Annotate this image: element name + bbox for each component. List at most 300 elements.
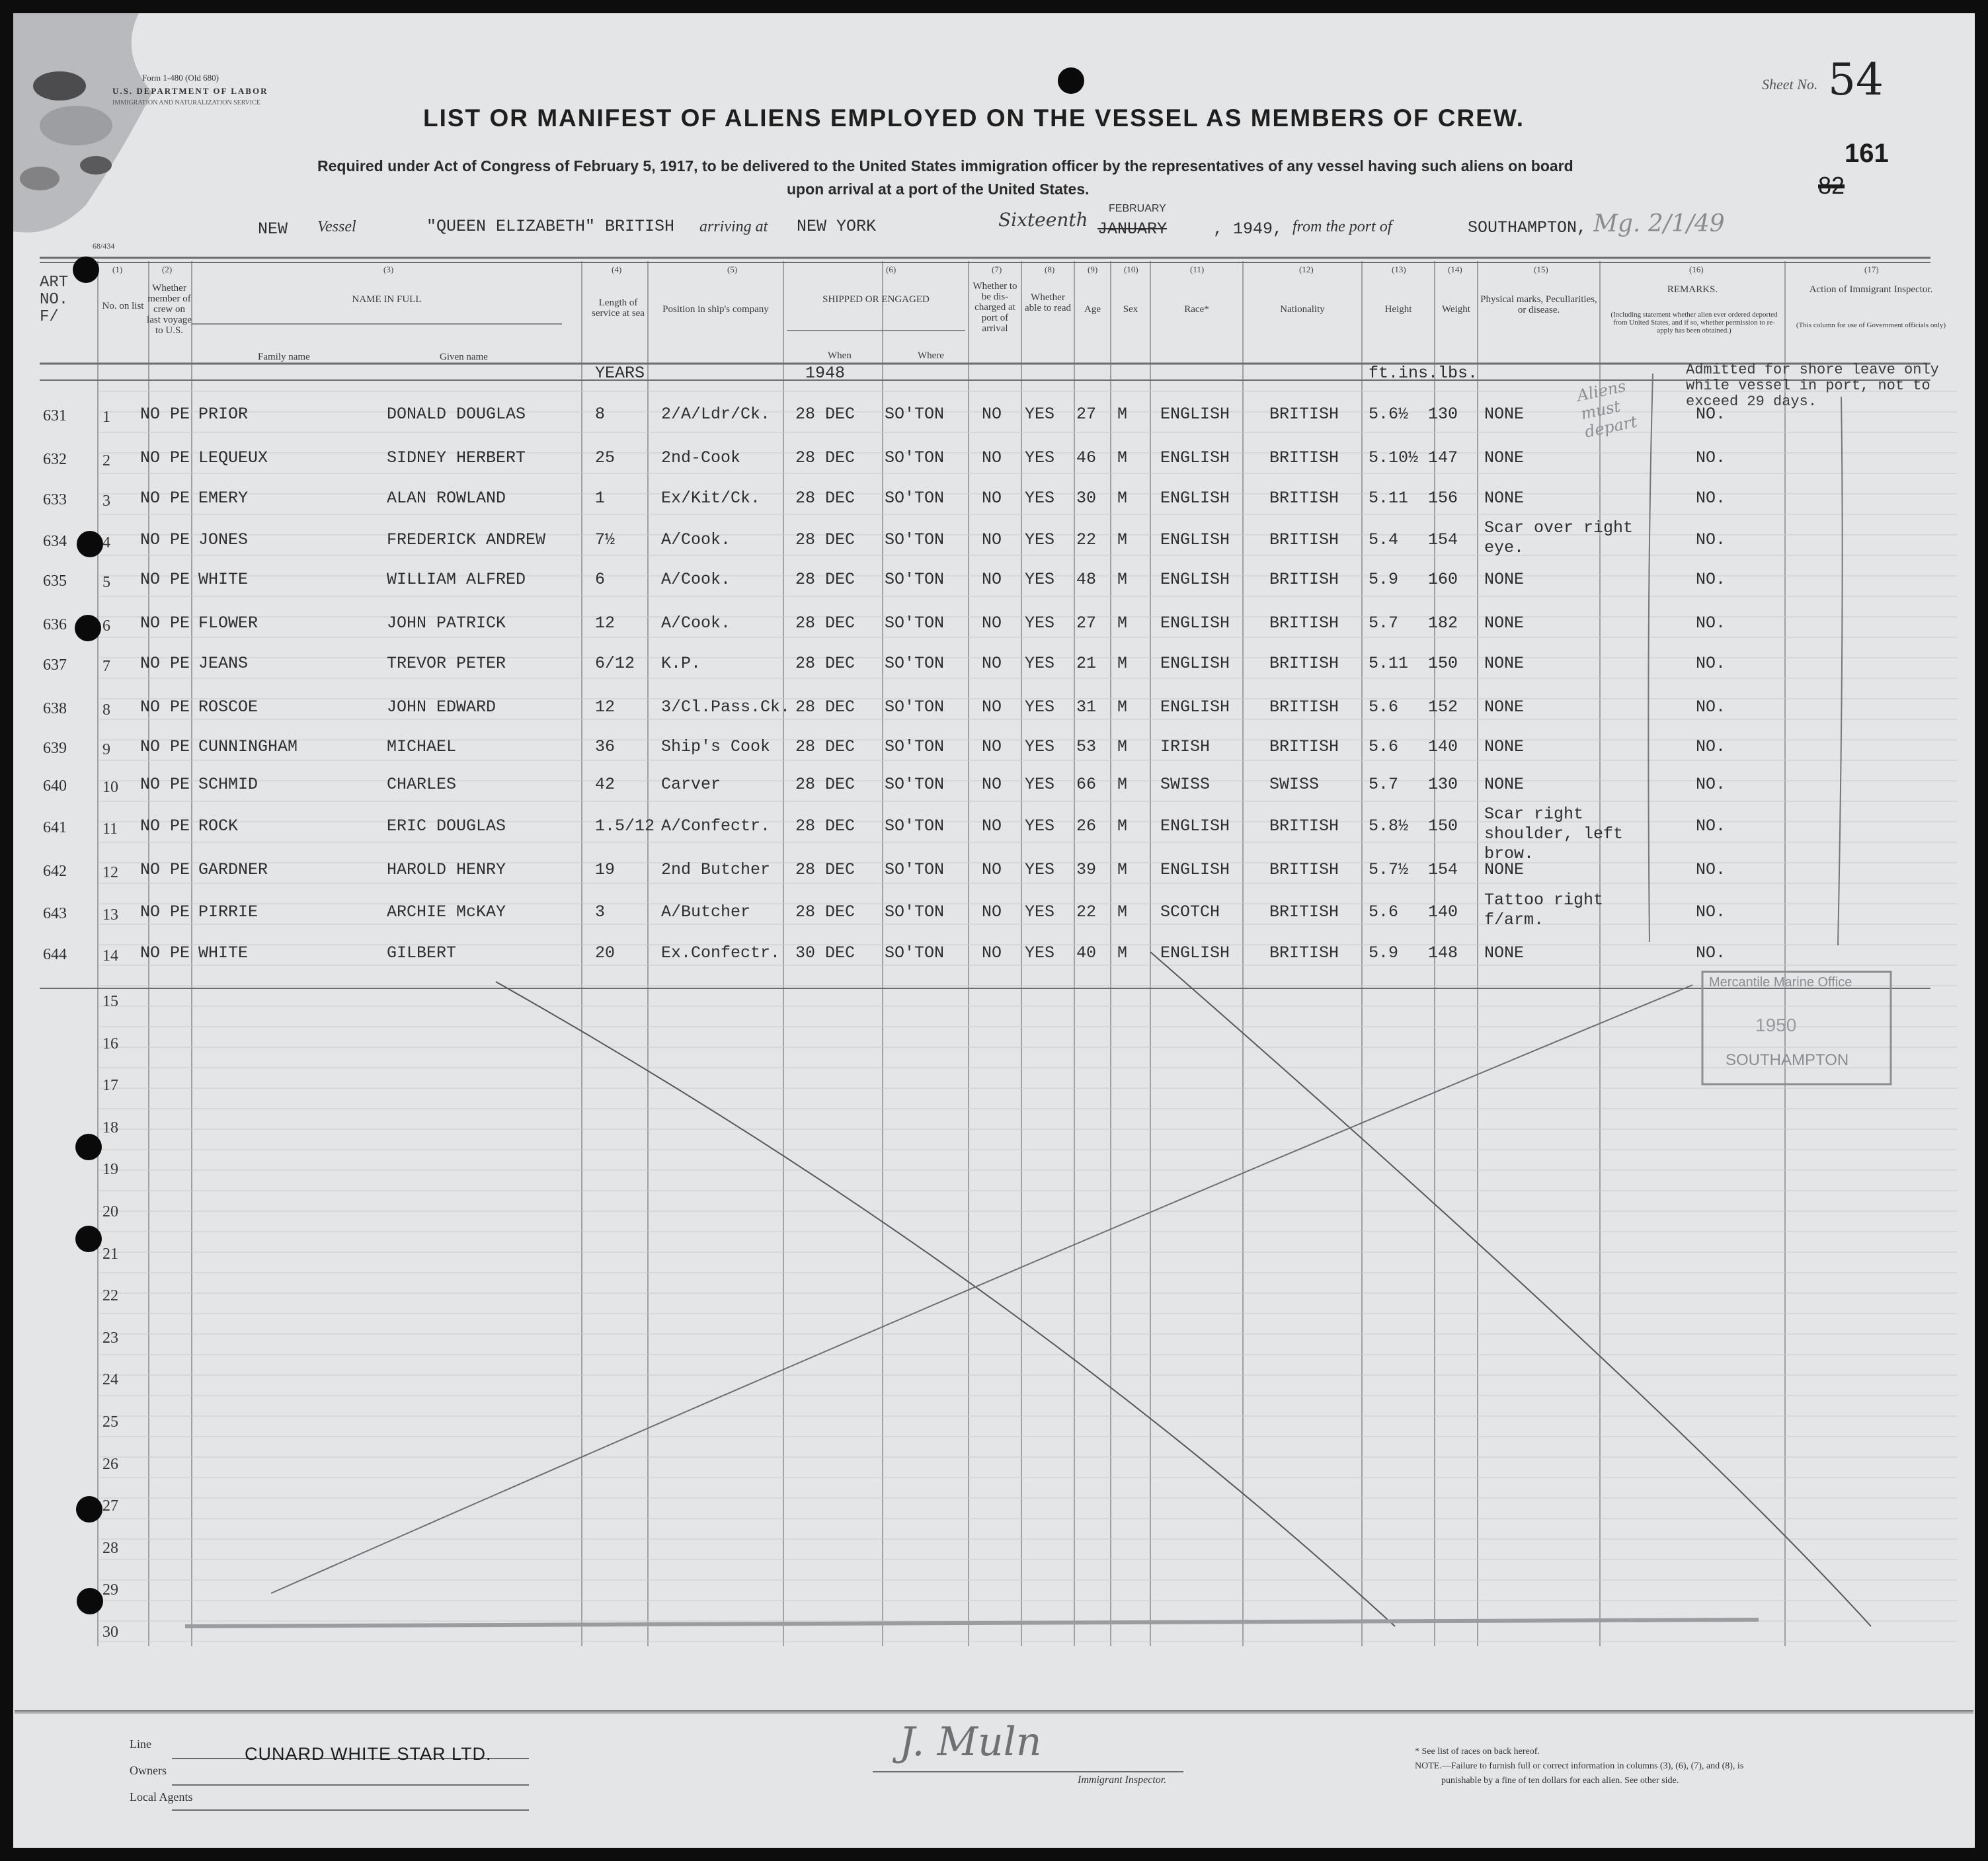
- able-to-read: YES: [1025, 902, 1055, 922]
- nationality: BRITISH: [1269, 405, 1339, 424]
- height: 5.10½: [1369, 448, 1419, 467]
- length-of-service: 25: [595, 448, 616, 467]
- given-name: GILBERT: [387, 943, 457, 963]
- subtitle-line-1: Required under Act of Congress of February 5, 1917, to be delivered to the United States immigration officer by the representatives of any vessel having such aliens on board: [317, 157, 1573, 175]
- discharged: NO: [982, 860, 1002, 879]
- given-name: ARCHIE McKAY: [387, 902, 506, 922]
- height: 5.6: [1369, 697, 1399, 717]
- empty-row-number: 24: [102, 1371, 118, 1389]
- given-name: JOHN EDWARD: [387, 697, 497, 717]
- length-of-service: 7½: [595, 530, 616, 549]
- family-name: JEANS: [198, 654, 249, 673]
- col-member-last-voyage: Whether member of crew on last voyage to U.S.: [147, 283, 192, 336]
- sex: M: [1117, 530, 1128, 549]
- sex: M: [1117, 570, 1128, 589]
- sex: M: [1117, 405, 1128, 424]
- able-to-read: YES: [1025, 860, 1055, 879]
- row-number: 3: [102, 493, 110, 510]
- col-physical-marks: Physical marks, Peculiarities, or disease.: [1480, 294, 1597, 315]
- discharged: NO: [982, 405, 1002, 424]
- remarks: NO.: [1696, 737, 1726, 756]
- able-to-read: YES: [1025, 570, 1055, 589]
- nationality: BRITISH: [1269, 530, 1339, 549]
- empty-row-number: 15: [102, 993, 118, 1010]
- punch-hole: [1058, 67, 1084, 94]
- weight: 140: [1428, 737, 1458, 756]
- sheet-label: Sheet No.: [1762, 76, 1818, 93]
- shipped-when: 28 DEC: [795, 902, 855, 922]
- able-to-read: YES: [1025, 448, 1055, 467]
- discharged: NO: [982, 943, 1002, 963]
- punch-hole: [75, 615, 101, 641]
- length-of-service: 1: [595, 489, 606, 508]
- remarks: NO.: [1696, 614, 1726, 633]
- punch-hole: [77, 531, 103, 557]
- row-number: 1: [102, 409, 110, 426]
- family-name: SCHMID: [198, 775, 258, 794]
- shipped-when: 28 DEC: [795, 775, 855, 794]
- previous-voyage: NO PE: [140, 737, 190, 756]
- col-sex: Sex: [1123, 304, 1138, 315]
- shipped-when: 28 DEC: [795, 860, 855, 879]
- family-name: LEQUEUX: [198, 448, 268, 467]
- handwritten-remark: Aliens must depart: [1575, 376, 1639, 442]
- age: 30: [1076, 489, 1097, 508]
- given-name: ERIC DOUGLAS: [387, 816, 506, 836]
- discharged: NO: [982, 570, 1002, 589]
- vessel-label: Vessel: [317, 218, 356, 235]
- height: 5.11: [1369, 654, 1409, 673]
- column-number: (7): [992, 264, 1002, 274]
- race: ENGLISH: [1160, 816, 1230, 836]
- subtitle-line-2: upon arrival at a port of the United States.: [787, 180, 1090, 198]
- length-of-service: 6: [595, 570, 606, 589]
- nationality: BRITISH: [1269, 489, 1339, 508]
- nationality: BRITISH: [1269, 860, 1339, 879]
- column-number: (10): [1124, 264, 1138, 274]
- age: 31: [1076, 697, 1097, 717]
- row-number: 9: [102, 741, 110, 758]
- previous-voyage: NO PE: [140, 489, 190, 508]
- age: 21: [1076, 654, 1097, 673]
- age: 66: [1076, 775, 1097, 794]
- remarks: NO.: [1696, 902, 1726, 922]
- column-number: (9): [1088, 264, 1098, 274]
- column-number: (15): [1534, 264, 1548, 274]
- form-number: Form 1-480 (Old 680): [142, 73, 219, 83]
- row-art-no: 637: [43, 656, 67, 674]
- physical-marks: NONE: [1484, 737, 1525, 756]
- shipped-where: SO'TON: [885, 943, 945, 963]
- previous-voyage: NO PE: [140, 943, 190, 963]
- remark-admitted: Admitted for shore leave only while vessel in port, not to exceed 29 days.: [1686, 362, 1939, 410]
- column-number: (4): [612, 264, 622, 274]
- length-of-service: 3: [595, 902, 606, 922]
- given-name: ALAN ROWLAND: [387, 489, 506, 508]
- physical-marks: Scar over right eye.: [1484, 518, 1634, 557]
- row-art-no: 644: [43, 946, 67, 963]
- sex: M: [1117, 775, 1128, 794]
- sex: M: [1117, 816, 1128, 836]
- units-label: ft.ins.lbs.: [1369, 364, 1478, 383]
- length-of-service: 12: [595, 614, 616, 633]
- nationality: SWISS: [1269, 775, 1320, 794]
- struck-number: 82: [1818, 172, 1845, 199]
- empty-row-number: 21: [102, 1245, 118, 1263]
- position: Carver: [661, 775, 721, 794]
- row-number: 10: [102, 779, 118, 796]
- col-weight: Weight: [1442, 304, 1470, 315]
- remarks: NO.: [1696, 816, 1726, 836]
- sex: M: [1117, 943, 1128, 963]
- weight: 160: [1428, 570, 1458, 589]
- given-name: TREVOR PETER: [387, 654, 506, 673]
- from-port-label: from the port of: [1292, 218, 1392, 235]
- height: 5.8½: [1369, 816, 1409, 836]
- footnote-note-2: punishable by a fine of ten dollars for each alien. See other side.: [1441, 1776, 1679, 1786]
- row-number: 13: [102, 906, 118, 924]
- col-discharged: Whether to be dis-charged at port of arrival: [973, 281, 1017, 334]
- able-to-read: YES: [1025, 405, 1055, 424]
- race: ENGLISH: [1160, 697, 1230, 717]
- column-number: (16): [1689, 264, 1704, 274]
- new-label: NEW: [258, 219, 288, 239]
- arriving-label: arriving at: [699, 218, 768, 235]
- empty-row-number: 25: [102, 1413, 118, 1431]
- position: A/Cook.: [661, 614, 731, 633]
- physical-marks: NONE: [1484, 448, 1525, 467]
- col-position: Position in ship's company: [662, 304, 769, 315]
- discharged: NO: [982, 816, 1002, 836]
- col-height: Height: [1384, 304, 1412, 315]
- col-given-name: Given name: [440, 352, 488, 362]
- col-age: Age: [1084, 304, 1101, 315]
- weight: 130: [1428, 405, 1458, 424]
- age: 40: [1076, 943, 1097, 963]
- family-name: PRIOR: [198, 405, 249, 424]
- discharged: NO: [982, 775, 1002, 794]
- inspector-signature: J. Muln: [899, 1719, 1042, 1765]
- col-length-of-service: Length of service at sea: [592, 297, 645, 319]
- vessel-name: "QUEEN ELIZABETH" BRITISH: [426, 217, 675, 236]
- height: 5.9: [1369, 570, 1399, 589]
- height: 5.7: [1369, 775, 1399, 794]
- able-to-read: YES: [1025, 654, 1055, 673]
- shipped-where: SO'TON: [885, 448, 945, 467]
- physical-marks: NONE: [1484, 943, 1525, 963]
- length-of-service: 12: [595, 697, 616, 717]
- row-number: 7: [102, 658, 110, 675]
- physical-marks: Scar right shoulder, left brow.: [1484, 805, 1624, 863]
- physical-marks: NONE: [1484, 570, 1525, 589]
- race: ENGLISH: [1160, 614, 1230, 633]
- physical-marks: NONE: [1484, 405, 1525, 424]
- shipped-where: SO'TON: [885, 405, 945, 424]
- family-name: ROCK: [198, 816, 239, 836]
- able-to-read: YES: [1025, 816, 1055, 836]
- sex: M: [1117, 860, 1128, 879]
- arrival-day: Sixteenth: [998, 209, 1088, 231]
- age: 27: [1076, 614, 1097, 633]
- departure-port: SOUTHAMPTON,: [1468, 218, 1587, 237]
- col-race: Race*: [1184, 304, 1209, 315]
- nationality: BRITISH: [1269, 614, 1339, 633]
- col-name-in-full: NAME IN FULL: [352, 294, 422, 305]
- position: 2/A/Ldr/Ck.: [661, 405, 771, 424]
- row-art-no: 636: [43, 616, 67, 633]
- height: 5.6: [1369, 737, 1399, 756]
- sex: M: [1117, 902, 1128, 922]
- age: 22: [1076, 902, 1097, 922]
- given-name: JOHN PATRICK: [387, 614, 506, 633]
- previous-voyage: NO PE: [140, 448, 190, 467]
- weight: 182: [1428, 614, 1458, 633]
- shipped-when: 28 DEC: [795, 614, 855, 633]
- position: 2nd Butcher: [661, 860, 771, 879]
- height: 5.7: [1369, 614, 1399, 633]
- shipped-when: 28 DEC: [795, 816, 855, 836]
- shipped-when: 28 DEC: [795, 697, 855, 717]
- col-art-no: ART NO. F/: [40, 274, 69, 326]
- shipped-where: SO'TON: [885, 860, 945, 879]
- weight: 154: [1428, 530, 1458, 549]
- inspector-label: Immigrant Inspector.: [1078, 1774, 1167, 1786]
- family-name: WHITE: [198, 570, 249, 589]
- previous-voyage: NO PE: [140, 860, 190, 879]
- month-struck: JANUARY: [1097, 219, 1168, 239]
- weight: 147: [1428, 448, 1458, 467]
- empty-row-number: 27: [102, 1497, 118, 1515]
- remarks: NO.: [1696, 654, 1726, 673]
- shipped-where: SO'TON: [885, 570, 945, 589]
- punch-hole: [75, 1134, 102, 1160]
- height: 5.7½: [1369, 860, 1409, 879]
- position: Ship's Cook: [661, 737, 771, 756]
- shipped-where: SO'TON: [885, 697, 945, 717]
- empty-row-number: 18: [102, 1119, 118, 1136]
- given-name: FREDERICK ANDREW: [387, 530, 546, 549]
- row-art-no: 633: [43, 491, 67, 508]
- physical-marks: NONE: [1484, 775, 1525, 794]
- col-shipped-engaged: SHIPPED OR ENGAGED: [822, 294, 930, 305]
- remarks: NO.: [1696, 405, 1726, 424]
- weight: 154: [1428, 860, 1458, 879]
- position: K.P.: [661, 654, 701, 673]
- sex: M: [1117, 654, 1128, 673]
- line-label: Line: [130, 1737, 151, 1751]
- empty-row-number: 29: [102, 1581, 118, 1599]
- position: 2nd-Cook: [661, 448, 741, 467]
- discharged: NO: [982, 614, 1002, 633]
- physical-marks: NONE: [1484, 489, 1525, 508]
- row-art-no: 634: [43, 533, 67, 550]
- handwritten-annotation: Mg. 2/1/49: [1593, 210, 1725, 237]
- length-of-service: 8: [595, 405, 606, 424]
- arrival-port: NEW YORK: [797, 217, 877, 236]
- length-of-service: 20: [595, 943, 616, 963]
- sex: M: [1117, 489, 1128, 508]
- length-of-service: 36: [595, 737, 616, 756]
- discharged: NO: [982, 737, 1002, 756]
- length-of-service: 6/12: [595, 654, 635, 673]
- empty-row-number: 22: [102, 1287, 118, 1305]
- previous-voyage: NO PE: [140, 405, 190, 424]
- col-able-to-read: Whether able to read: [1025, 292, 1071, 313]
- able-to-read: YES: [1025, 775, 1055, 794]
- nationality: BRITISH: [1269, 943, 1339, 963]
- previous-voyage: NO PE: [140, 654, 190, 673]
- shipped-where: SO'TON: [885, 775, 945, 794]
- remarks: NO.: [1696, 943, 1726, 963]
- sex: M: [1117, 448, 1128, 467]
- family-name: PIRRIE: [198, 902, 258, 922]
- shipped-when: 28 DEC: [795, 530, 855, 549]
- given-name: WILLIAM ALFRED: [387, 570, 526, 589]
- shipped-when: 28 DEC: [795, 448, 855, 467]
- department: U.S. DEPARTMENT OF LABOR: [112, 86, 268, 96]
- physical-marks: NONE: [1484, 697, 1525, 717]
- remarks: NO.: [1696, 570, 1726, 589]
- column-number: (5): [727, 264, 738, 274]
- remarks: NO.: [1696, 697, 1726, 717]
- sex: M: [1117, 737, 1128, 756]
- col-inspector-action: Action of Immigrant Inspector.: [1809, 284, 1933, 295]
- small-code: 68/434: [93, 241, 115, 251]
- weight: 152: [1428, 697, 1458, 717]
- race: SWISS: [1160, 775, 1211, 794]
- nationality: BRITISH: [1269, 448, 1339, 467]
- row-art-no: 635: [43, 573, 67, 590]
- col-nationality: Nationality: [1280, 304, 1325, 315]
- race: IRISH: [1160, 737, 1211, 756]
- row-art-no: 642: [43, 863, 67, 880]
- nationality: BRITISH: [1269, 654, 1339, 673]
- col-where: Where: [918, 350, 944, 361]
- page-title: LIST OR MANIFEST OF ALIENS EMPLOYED ON THE VESSEL AS MEMBERS OF CREW.: [423, 104, 1525, 132]
- years-label: YEARS: [595, 364, 645, 383]
- nationality: BRITISH: [1269, 737, 1339, 756]
- empty-row-number: 23: [102, 1329, 118, 1347]
- row-number: 8: [102, 701, 110, 719]
- col-no-on-list: No. on list: [102, 301, 144, 311]
- nationality: BRITISH: [1269, 816, 1339, 836]
- discharged: NO: [982, 697, 1002, 717]
- remarks-subnote: (Including statement whether alien ever ordered deported from United States, and if so, whether permission to re-apply has been obtained.): [1610, 311, 1778, 335]
- row-number: 4: [102, 534, 110, 551]
- shipped-when: 28 DEC: [795, 405, 855, 424]
- column-number: (12): [1299, 264, 1314, 274]
- corner-stain: [13, 13, 317, 251]
- arrival-year: , 1949,: [1213, 219, 1283, 239]
- shipped-when: 30 DEC: [795, 943, 855, 963]
- local-agents-label: Local Agents: [130, 1790, 193, 1803]
- position: A/Cook.: [661, 570, 731, 589]
- sex: M: [1117, 697, 1128, 717]
- discharged: NO: [982, 654, 1002, 673]
- family-name: EMERY: [198, 489, 249, 508]
- remarks: NO.: [1696, 860, 1726, 879]
- race: SCOTCH: [1160, 902, 1220, 922]
- inspector-subnote: (This column for use of Government officials only): [1796, 321, 1946, 329]
- age: 27: [1076, 405, 1097, 424]
- empty-row-number: 26: [102, 1455, 118, 1473]
- physical-marks: NONE: [1484, 860, 1525, 879]
- discharged: NO: [982, 530, 1002, 549]
- able-to-read: YES: [1025, 697, 1055, 717]
- length-of-service: 42: [595, 775, 616, 794]
- able-to-read: YES: [1025, 943, 1055, 963]
- stamp-port: SOUTHAMPTON: [1726, 1051, 1849, 1069]
- stamp-year: 1950: [1755, 1015, 1797, 1035]
- shipped-when: 28 DEC: [795, 654, 855, 673]
- family-name: CUNNINGHAM: [198, 737, 298, 756]
- punch-hole: [75, 1226, 102, 1252]
- row-art-no: 638: [43, 700, 67, 717]
- weight: 156: [1428, 489, 1458, 508]
- age: 26: [1076, 816, 1097, 836]
- row-art-no: 639: [43, 740, 67, 757]
- height: 5.11: [1369, 489, 1409, 508]
- empty-row-number: 20: [102, 1203, 118, 1220]
- race: ENGLISH: [1160, 489, 1230, 508]
- column-number: (14): [1448, 264, 1462, 274]
- able-to-read: YES: [1025, 489, 1055, 508]
- column-number: (1): [112, 264, 123, 274]
- col-family-name: Family name: [258, 352, 310, 362]
- row-number: 6: [102, 617, 110, 635]
- shipped-where: SO'TON: [885, 737, 945, 756]
- footnote-races: * See list of races on back hereof.: [1415, 1747, 1540, 1757]
- row-art-no: 640: [43, 777, 67, 795]
- column-number: (17): [1864, 264, 1879, 274]
- column-number: (2): [162, 264, 173, 274]
- given-name: CHARLES: [387, 775, 457, 794]
- race: ENGLISH: [1160, 448, 1230, 467]
- family-name: ROSCOE: [198, 697, 258, 717]
- empty-row-number: 30: [102, 1624, 118, 1641]
- length-of-service: 1.5/12: [595, 816, 655, 836]
- shipped-where: SO'TON: [885, 654, 945, 673]
- shipped-where: SO'TON: [885, 489, 945, 508]
- height: 5.4: [1369, 530, 1399, 549]
- col-remarks: REMARKS.: [1667, 284, 1718, 295]
- column-number: (8): [1045, 264, 1055, 274]
- col-when: When: [828, 350, 852, 361]
- able-to-read: YES: [1025, 614, 1055, 633]
- owners-label: Owners: [130, 1764, 167, 1777]
- family-name: WHITE: [198, 943, 249, 963]
- weight: 150: [1428, 654, 1458, 673]
- footnote-note-1: NOTE.—Failure to furnish full or correct information in columns (3), (6), (7), and (8), is: [1415, 1761, 1744, 1771]
- position: A/Confectr.: [661, 816, 771, 836]
- punch-hole: [76, 1496, 102, 1523]
- position: Ex.Confectr.: [661, 943, 781, 963]
- race: ENGLISH: [1160, 405, 1230, 424]
- punch-hole: [77, 1588, 103, 1614]
- column-number: (11): [1190, 264, 1205, 274]
- shipped-where: SO'TON: [885, 530, 945, 549]
- remarks: NO.: [1696, 530, 1726, 549]
- family-name: GARDNER: [198, 860, 268, 879]
- remarks: NO.: [1696, 448, 1726, 467]
- shipped-where: SO'TON: [885, 614, 945, 633]
- month-handwritten: FEBRUARY: [1109, 203, 1166, 214]
- column-number: (6): [886, 264, 896, 274]
- shipped-where: SO'TON: [885, 902, 945, 922]
- shipped-when: 28 DEC: [795, 737, 855, 756]
- physical-marks: NONE: [1484, 614, 1525, 633]
- weight: 150: [1428, 816, 1458, 836]
